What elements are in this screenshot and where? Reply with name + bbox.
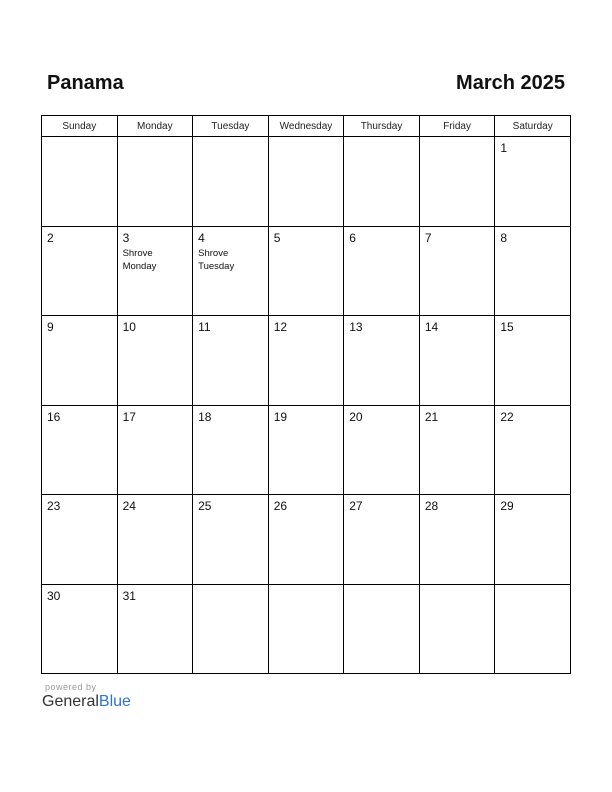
day-cell	[268, 226, 344, 316]
day-cell	[495, 495, 571, 585]
empty-day-cell	[419, 137, 495, 227]
empty-day-cell	[268, 584, 344, 674]
day-number: 9	[47, 320, 54, 334]
weekday-header: Saturday	[495, 116, 571, 137]
day-number: 31	[122, 588, 136, 603]
empty-day-cell	[268, 137, 344, 227]
day-number: 8	[500, 230, 508, 245]
generalblue-logo	[42, 693, 131, 711]
day-number: 29	[500, 499, 514, 513]
day-cell	[193, 495, 269, 585]
day-cell	[117, 584, 193, 674]
week-row	[42, 316, 571, 406]
empty-day-cell	[193, 584, 269, 674]
day-number: 1	[500, 141, 508, 155]
day-cell	[495, 316, 571, 406]
day-cell	[193, 226, 269, 316]
powered-by-label: powered by	[45, 682, 97, 692]
day-cell	[117, 226, 193, 316]
month-title: March 2025	[456, 72, 565, 94]
day-number: 17	[122, 409, 136, 424]
day-cell	[344, 495, 420, 585]
day-number: 23	[47, 499, 61, 513]
day-number: 27	[349, 499, 363, 513]
weekday-header: Friday	[419, 116, 495, 137]
weekday-header: Tuesday	[193, 116, 269, 137]
day-number: 25	[198, 499, 212, 513]
week-row	[42, 226, 571, 316]
day-number: 21	[424, 409, 439, 424]
day-cell	[495, 226, 571, 316]
day-number: 20	[349, 409, 363, 424]
brand-general-text: General	[42, 693, 99, 710]
day-number: 5	[273, 230, 281, 245]
day-number: 18	[198, 409, 212, 424]
day-cell	[419, 495, 495, 585]
holiday-label: Shrove Monday	[122, 247, 157, 272]
day-cell	[42, 584, 118, 674]
day-cell	[193, 316, 269, 406]
day-cell	[117, 495, 193, 585]
brand-footer	[42, 682, 131, 711]
day-number: 11	[198, 320, 211, 334]
day-number: 22	[500, 409, 514, 424]
day-number: 30	[47, 588, 61, 603]
day-number: 10	[122, 320, 136, 334]
day-number: 16	[47, 409, 61, 424]
day-cell	[344, 405, 420, 495]
day-number: 2	[47, 230, 54, 245]
weekday-header: Sunday	[42, 116, 118, 137]
day-cell	[42, 226, 118, 316]
empty-day-cell	[419, 584, 495, 674]
day-cell	[117, 316, 193, 406]
day-cell	[42, 495, 118, 585]
week-row	[42, 137, 571, 227]
day-cell	[495, 405, 571, 495]
day-cell	[344, 316, 420, 406]
empty-day-cell	[42, 137, 118, 227]
calendar-grid	[41, 115, 571, 674]
weekday-header: Monday	[117, 116, 193, 137]
brand-blue-text: Blue	[98, 693, 131, 710]
day-cell	[42, 405, 118, 495]
day-number: 4	[198, 230, 205, 245]
week-row	[42, 405, 571, 495]
day-number: 6	[349, 230, 356, 245]
day-cell	[117, 405, 193, 495]
empty-day-cell	[344, 137, 420, 227]
weekday-header: Wednesday	[268, 116, 344, 137]
day-number: 28	[424, 499, 439, 513]
empty-day-cell	[495, 584, 571, 674]
day-number: 7	[424, 230, 432, 245]
day-cell	[419, 226, 495, 316]
day-cell	[495, 137, 571, 227]
day-number: 12	[273, 320, 288, 334]
day-cell	[268, 316, 344, 406]
calendar-body	[42, 137, 571, 674]
holiday-label: Shrove Tuesday	[198, 247, 235, 272]
week-row	[42, 584, 571, 674]
day-cell	[42, 316, 118, 406]
day-cell	[419, 405, 495, 495]
day-number: 24	[122, 499, 136, 513]
day-number: 14	[424, 320, 439, 334]
weekday-header-row	[42, 116, 571, 137]
country-title: Panama	[47, 72, 124, 94]
day-number: 15	[500, 320, 514, 334]
day-cell	[268, 405, 344, 495]
day-cell	[268, 495, 344, 585]
empty-day-cell	[117, 137, 193, 227]
day-number: 26	[273, 499, 288, 513]
day-number: 19	[273, 409, 288, 424]
week-row	[42, 495, 571, 585]
empty-day-cell	[344, 584, 420, 674]
empty-day-cell	[193, 137, 269, 227]
day-cell	[344, 226, 420, 316]
day-number: 3	[122, 230, 130, 245]
day-cell	[193, 405, 269, 495]
day-number: 13	[349, 320, 363, 334]
weekday-header: Thursday	[344, 116, 420, 137]
day-cell	[419, 316, 495, 406]
